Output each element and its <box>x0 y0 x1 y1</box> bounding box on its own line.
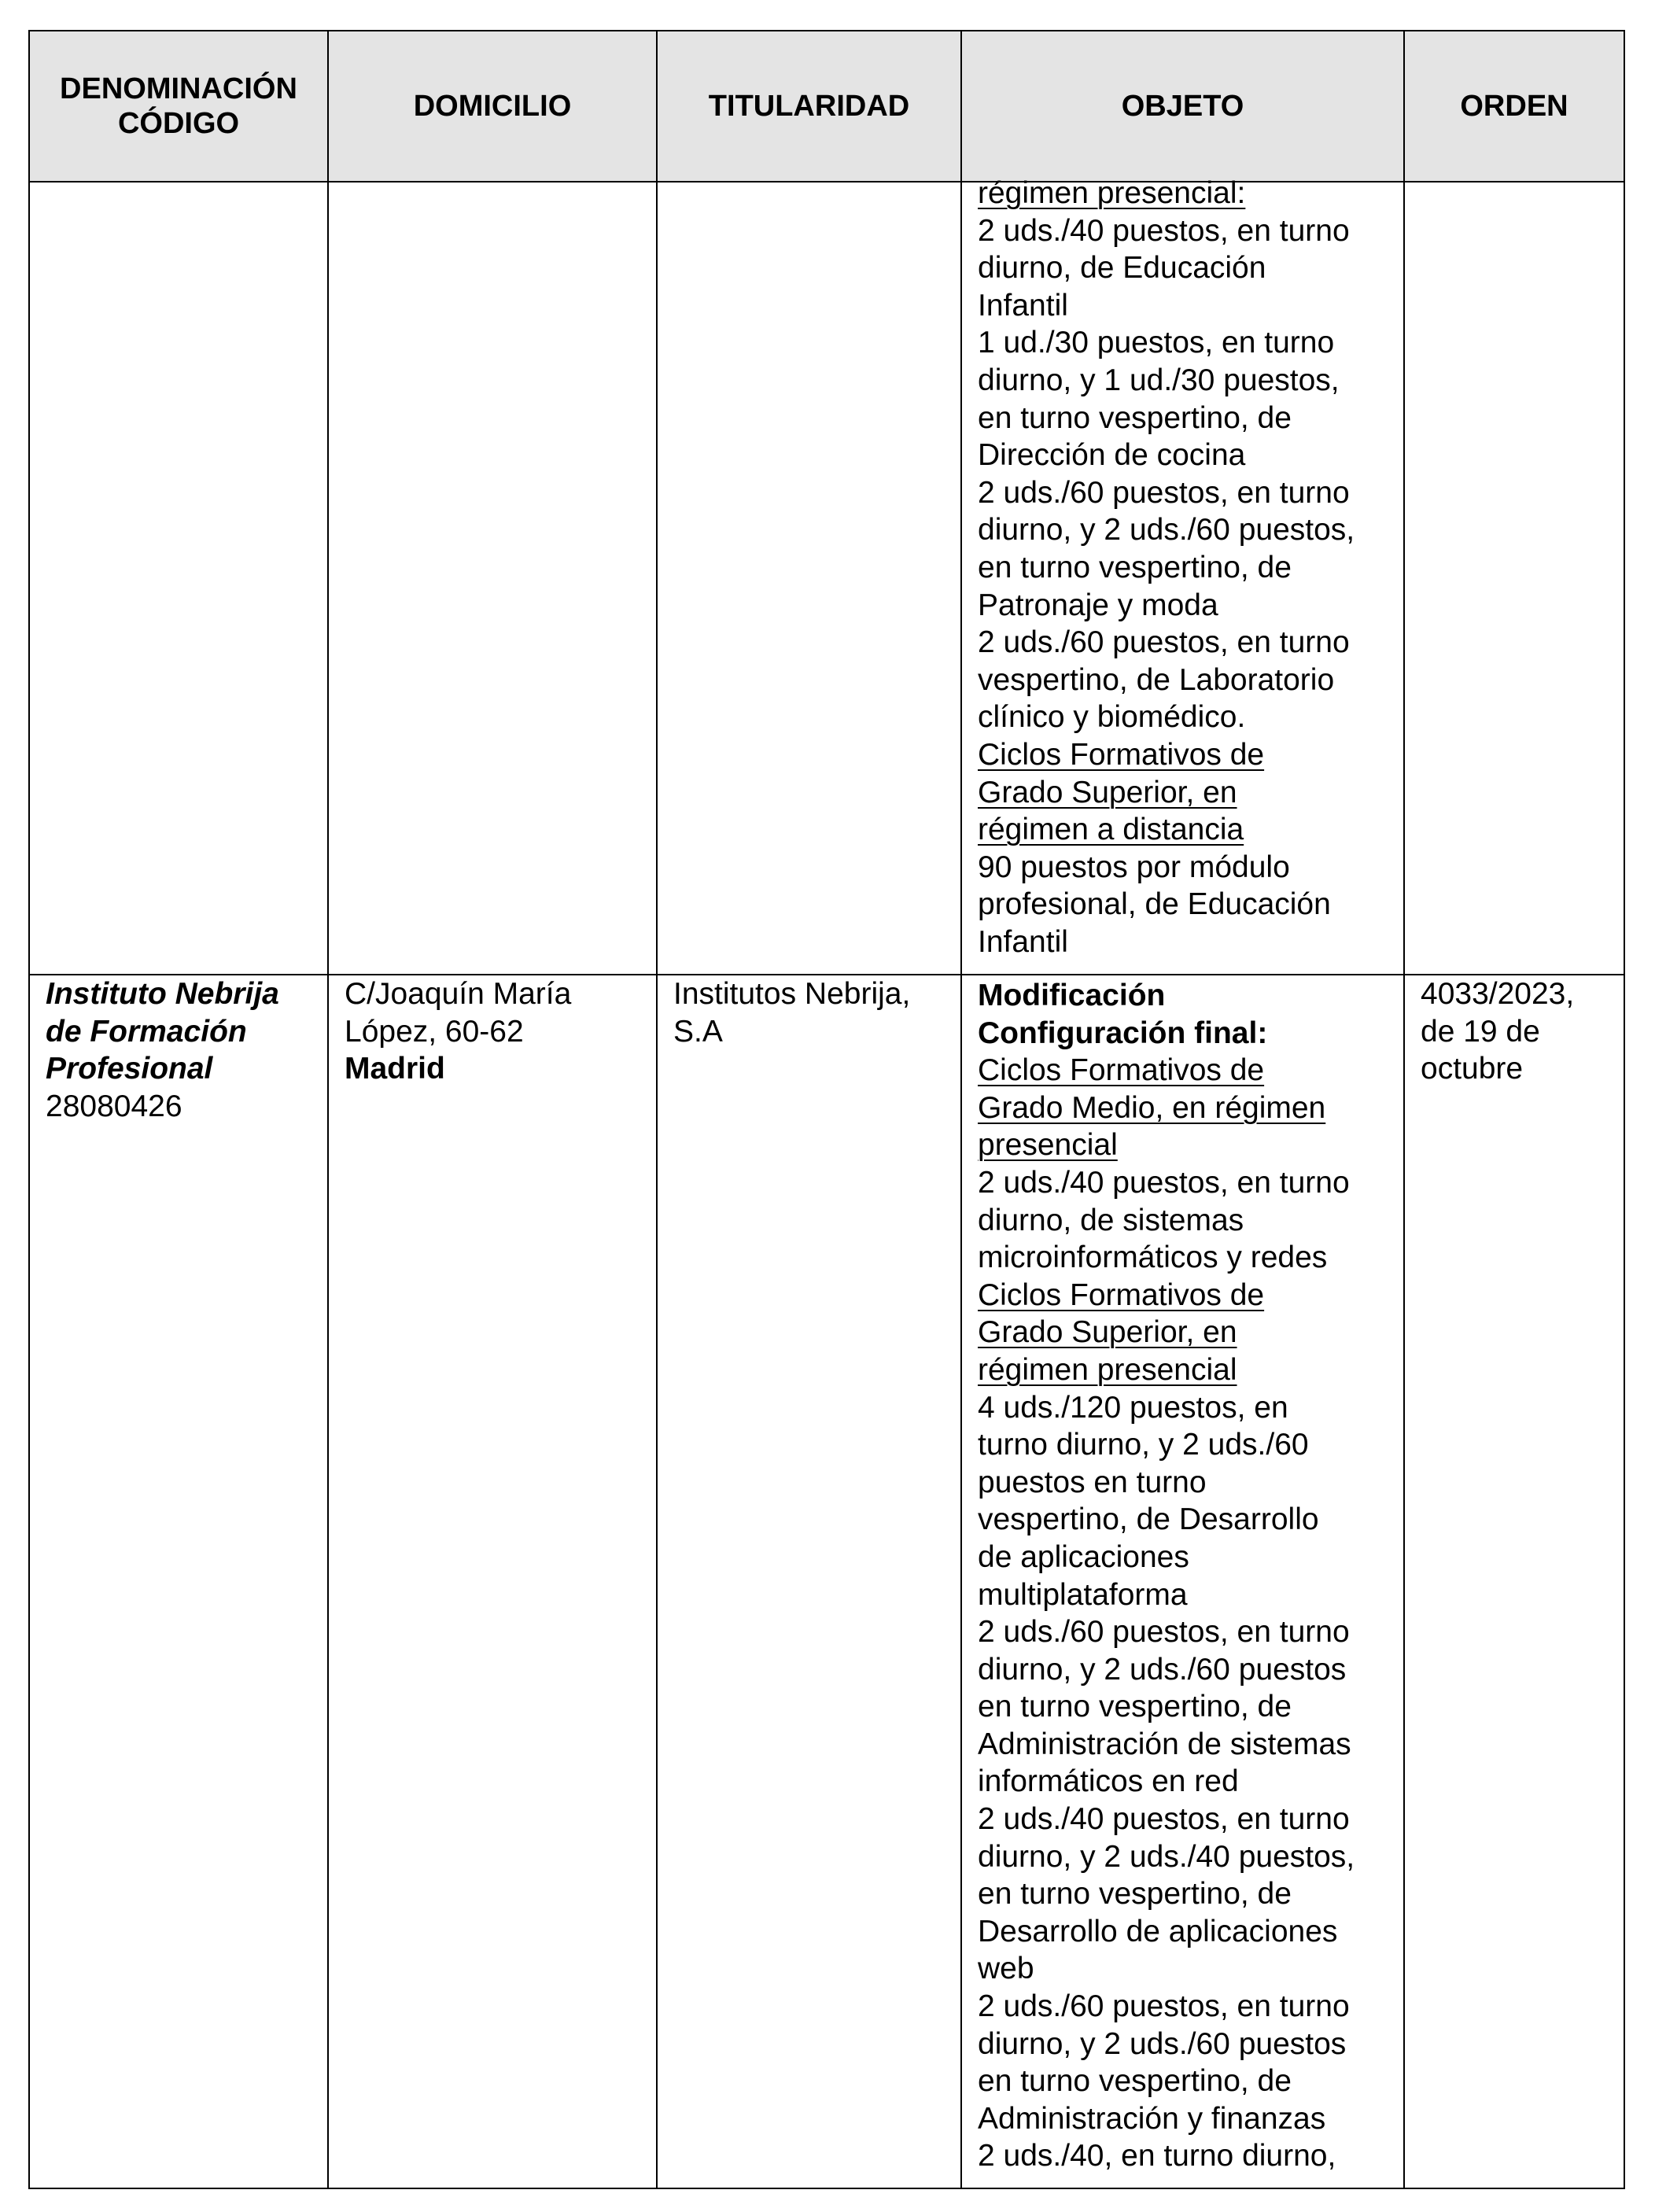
objeto-line: en turno vespertino, de <box>978 400 1292 435</box>
objeto-line: 2 uds./60 puestos, en turno <box>978 1989 1350 2024</box>
objeto-line: Infantil <box>978 924 1068 959</box>
cell-domicilio <box>328 975 657 2188</box>
objeto-line: Grado Superior, en <box>978 1315 1237 1350</box>
center-name-line: Profesional <box>46 1052 213 1086</box>
table-row-nebrija <box>29 975 1624 2188</box>
objeto-lines <box>978 175 1391 960</box>
objeto-line: turno diurno, y 2 uds./60 <box>978 1428 1309 1462</box>
objeto-line: multiplataforma <box>978 1577 1188 1612</box>
objeto-line: diurno, y 2 uds./60 puestos <box>978 1652 1347 1687</box>
objeto-line: 2 uds./60 puestos, en turno <box>978 1615 1350 1650</box>
header-titularidad: TITULARIDAD <box>657 31 961 182</box>
cell-titularidad <box>657 182 961 975</box>
address-city: Madrid <box>345 1052 445 1086</box>
objeto-line: diurno, y 2 uds./60 puestos, <box>978 513 1355 547</box>
order-line: 4033/2023, <box>1421 977 1575 1011</box>
objeto-line: web <box>978 1952 1034 1986</box>
table-row-continuation <box>29 182 1624 975</box>
objeto-line: vespertino, de Laboratorio <box>978 662 1335 697</box>
objeto-line: 1 ud./30 puestos, en turno <box>978 326 1335 360</box>
objeto-line: Configuración final: <box>978 1016 1268 1050</box>
owner-line: S.A <box>673 1014 723 1049</box>
objeto-line: Grado Medio, en régimen <box>978 1090 1326 1125</box>
header-orden: ORDEN <box>1404 31 1624 182</box>
objeto-line: Patronaje y moda <box>978 588 1218 622</box>
objeto-lines <box>978 977 1391 2175</box>
objeto-line: de aplicaciones <box>978 1539 1189 1574</box>
objeto-line: Ciclos Formativos de <box>978 1277 1265 1312</box>
header-domicilio: DOMICILIO <box>328 31 657 182</box>
header-objeto: OBJETO <box>961 31 1404 182</box>
objeto-line: 4 uds./120 puestos, en <box>978 1390 1288 1425</box>
objeto-line: microinformáticos y redes <box>978 1241 1328 1275</box>
objeto-line: régimen presencial <box>978 1352 1237 1387</box>
objeto-line: Desarrollo de aplicaciones <box>978 1914 1338 1948</box>
objeto-line: Administración y finanzas <box>978 2101 1326 2136</box>
objeto-line: en turno vespertino, de <box>978 2064 1292 2099</box>
objeto-line: diurno, de Educación <box>978 251 1266 286</box>
objeto-line: diurno, y 1 ud./30 puestos, <box>978 363 1340 397</box>
objeto-line: 2 uds./40, en turno diurno, <box>978 2139 1336 2173</box>
cell-objeto <box>961 975 1404 2188</box>
objeto-line: puestos en turno <box>978 1465 1207 1499</box>
objeto-line: régimen a distancia <box>978 813 1244 847</box>
objeto-line: Infantil <box>978 288 1068 323</box>
objeto-line: 2 uds./40 puestos, en turno <box>978 213 1350 248</box>
center-code: 28080426 <box>46 1089 182 1123</box>
objeto-line: presencial <box>978 1128 1118 1163</box>
centers-table <box>28 30 1625 2189</box>
header-codigo-line: CÓDIGO <box>117 107 240 140</box>
cell-titularidad <box>657 975 961 2188</box>
objeto-line: Administración de sistemas <box>978 1727 1351 1761</box>
objeto-line: clínico y biomédico. <box>978 700 1246 735</box>
objeto-line: Dirección de cocina <box>978 438 1246 473</box>
center-name-line: Instituto Nebrija <box>46 977 279 1011</box>
objeto-line: régimen presencial: <box>978 176 1246 210</box>
header-denominacion-line: DENOMINACIÓN <box>60 72 297 105</box>
cell-denominacion <box>29 975 328 2188</box>
objeto-line: diurno, y 2 uds./60 puestos <box>978 2026 1347 2061</box>
objeto-line: 2 uds./60 puestos, en turno <box>978 475 1350 510</box>
objeto-line: 2 uds./40 puestos, en turno <box>978 1165 1350 1200</box>
objeto-line: en turno vespertino, de <box>978 1690 1292 1724</box>
objeto-line: Modificación <box>978 979 1166 1012</box>
cell-orden <box>1404 182 1624 975</box>
objeto-line: diurno, y 2 uds./40 puestos, <box>978 1839 1355 1874</box>
objeto-line: diurno, de sistemas <box>978 1203 1244 1237</box>
objeto-line: 2 uds./60 puestos, en turno <box>978 625 1350 660</box>
header-denominacion <box>29 31 328 182</box>
objeto-line: Ciclos Formativos de <box>978 1053 1265 1088</box>
objeto-line: profesional, de Educación <box>978 887 1331 922</box>
cell-denominacion <box>29 182 328 975</box>
objeto-line: vespertino, de Desarrollo <box>978 1502 1319 1537</box>
objeto-line: 90 puestos por módulo <box>978 850 1290 884</box>
order-line: de 19 de <box>1421 1014 1540 1049</box>
header-row <box>29 31 1624 182</box>
center-name-line: de Formación <box>46 1014 247 1049</box>
objeto-line: Ciclos Formativos de <box>978 737 1265 772</box>
cell-orden <box>1404 975 1624 2188</box>
cell-objeto <box>961 176 1404 975</box>
objeto-line: informáticos en red <box>978 1764 1239 1799</box>
objeto-line: en turno vespertino, de <box>978 1877 1292 1912</box>
owner-line: Institutos Nebrija, <box>673 977 911 1011</box>
objeto-line: en turno vespertino, de <box>978 550 1292 584</box>
objeto-line: 2 uds./40 puestos, en turno <box>978 1802 1350 1837</box>
address-line: López, 60-62 <box>345 1014 524 1049</box>
address-line: C/Joaquín María <box>345 977 572 1011</box>
order-line: octubre <box>1421 1052 1524 1086</box>
objeto-line: Grado Superior, en <box>978 775 1237 809</box>
cell-domicilio <box>328 182 657 975</box>
